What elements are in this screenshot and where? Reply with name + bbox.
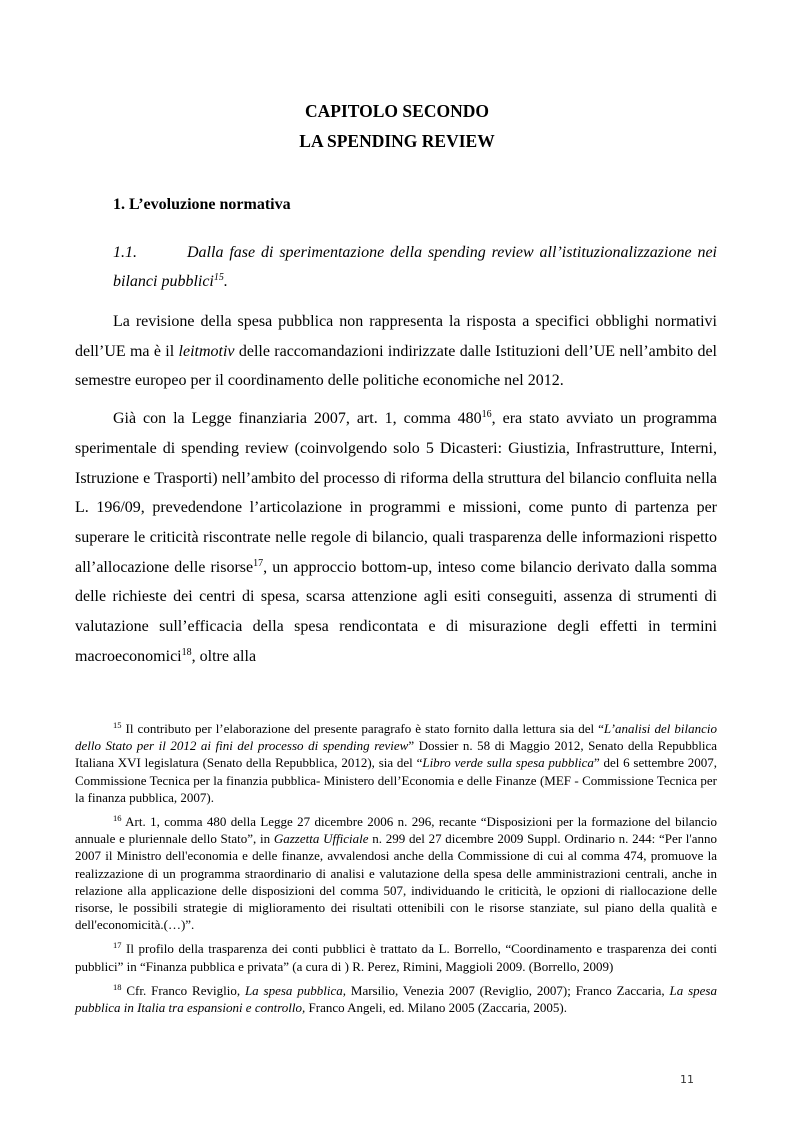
footnote-15 <box>75 720 717 806</box>
footnote-emphasis: Gazzetta Ufficiale <box>273 831 369 847</box>
subsection-end: . <box>223 273 228 290</box>
footnote-16 <box>75 813 717 933</box>
footnote-ref: 18 <box>181 646 192 658</box>
footnote-emphasis: La spesa pubblica, <box>244 982 347 998</box>
footnote-emphasis: Libro verde sulla spesa pubblica <box>422 755 594 771</box>
footnotes <box>75 720 717 1023</box>
footnote-text: Marsilio, Venezia 2007 (Reviglio, 2007); Franco Zaccaria, <box>346 982 670 998</box>
footnote-text: Art. 1, comma 480 della Legge 27 dicembre 2006 n. 296, recante “Disposizioni per la formazione del bilancio annuale e pluriennale dello Stato”, in <box>75 814 717 847</box>
paragraph-text: , era stato avviato un programma sperimentale di spending review (coinvolgendo solo 5 Dicasteri: Giustizia, Infrastrutture, Interni, Istruzione e Trasporti) nell’ambito del processo di riforma della struttura del bilancio confluita nella L. 196/09, prevedendone l’articolazione in programmi e missioni, come punto di partenza per superare le criticità riscontrate nelle regole di bilancio, quali trasparenza delle informazioni rispetto all’allocazione delle risorse <box>75 410 718 576</box>
footnote-number: 18 <box>113 981 122 992</box>
footnote-emphasis: L’analisi del bilancio dello Stato per il 2012 ai fini del processo di spending review <box>75 721 717 754</box>
footnote-text: ” del 6 settembre 2007, Commissione Tecnica per la finanzia pubblica- Ministero dell’Economia e delle Finanze (MEF - Commissione Tecnica per la finanza pubblica, 2007). <box>75 755 717 805</box>
footnote-text: ” Dossier n. 58 di Maggio 2012, Senato della Repubblica Italiana XVI legislatura (Senato della Repubblica, 2012), sia del “ <box>75 738 717 771</box>
subsection-text: Dalla fase di sperimentazione della spending review all’istituzionalizzazione nei bilanci pubblici <box>113 244 717 290</box>
footnote-ref: 16 <box>481 409 492 421</box>
footnote-ref: 15 <box>213 272 224 283</box>
footnote-text: Cfr. Franco Reviglio, <box>121 982 245 998</box>
paragraph-text: Già con la Legge finanziaria 2007, art. 1, comma 480 <box>113 410 482 428</box>
footnote-text: Il contributo per l’elaborazione del presente paragrafo è stato fornito dalla lettura sia del “ <box>121 721 604 736</box>
subsection-number: 1.1. <box>113 244 137 261</box>
footnote-text: n. 299 del 27 dicembre 2009 Suppl. Ordinario n. 244: “Per l'anno 2007 il Ministro dell'economia e delle finanze, avvalendosi anche della Commissione di cui al comma 474, promuove la realizzazione di un programma straordinario di analisi e valutazione della spesa delle amministrazioni centrali, anche in relazione alla applicazione delle disposizioni del comma 507, individuando le criticità, le opzioni di riallocazione delle risorse, le possibili strategie di miglioramento dei risultati ottenibili con le risorse stanziate, sul piano della qualità e dell'economicità.(…)”. <box>75 831 718 933</box>
paragraph <box>75 307 717 396</box>
footnote-number: 15 <box>113 720 122 730</box>
body-text <box>75 307 717 679</box>
footnote-text: Franco Angeli, ed. Milano 2005 (Zaccaria, 2005). <box>305 1000 567 1016</box>
paragraph-text: , un approccio bottom-up, inteso come bilancio derivato dalla somma delle richieste dei centri di spesa, scarsa attenzione agli esiti conseguiti, assenza di strumenti di valutazione sull’efficacia della spesa rendicontata e di misurazione degli effetti in termini macroeconomici <box>75 558 717 665</box>
footnote-number: 16 <box>113 813 122 824</box>
subsection-title <box>113 238 717 296</box>
paragraph-text: delle raccomandazioni indirizzate dalle Istituzioni dell’UE nell’ambito del semestre europeo per il coordinamento delle politiche economiche nel 2012. <box>75 342 718 390</box>
paragraph-emphasis: leitmotiv <box>178 342 235 360</box>
chapter-title: LA SPENDING REVIEW <box>299 131 495 151</box>
footnote-17 <box>75 940 717 974</box>
paragraph-text: La revisione della spesa pubblica non rappresenta la risposta a specifici obblighi normativi dell’UE ma è il <box>75 313 717 360</box>
page-number: 11 <box>680 1073 694 1086</box>
paragraph-text: , oltre alla <box>191 647 257 665</box>
footnote-text: Il profilo della trasparenza dei conti pubblici è trattato da L. Borrello, “Coordinamento e trasparenza dei conti pubblici” in “Finanza pubblica e privata” (a cura di ) R. Perez, Rimini, Maggioli 2009. (Borrello, 2009) <box>75 941 717 974</box>
chapter-heading <box>0 96 794 156</box>
chapter-number: CAPITOLO SECONDO <box>305 101 489 121</box>
footnote-ref: 17 <box>253 557 264 569</box>
footnote-emphasis: La spesa pubblica in Italia tra espansioni e controllo, <box>75 982 717 1016</box>
paragraph <box>75 404 717 671</box>
footnote-18 <box>75 982 717 1016</box>
footnote-number: 17 <box>113 940 122 951</box>
section-title: 1. L’evoluzione normativa <box>113 196 291 213</box>
